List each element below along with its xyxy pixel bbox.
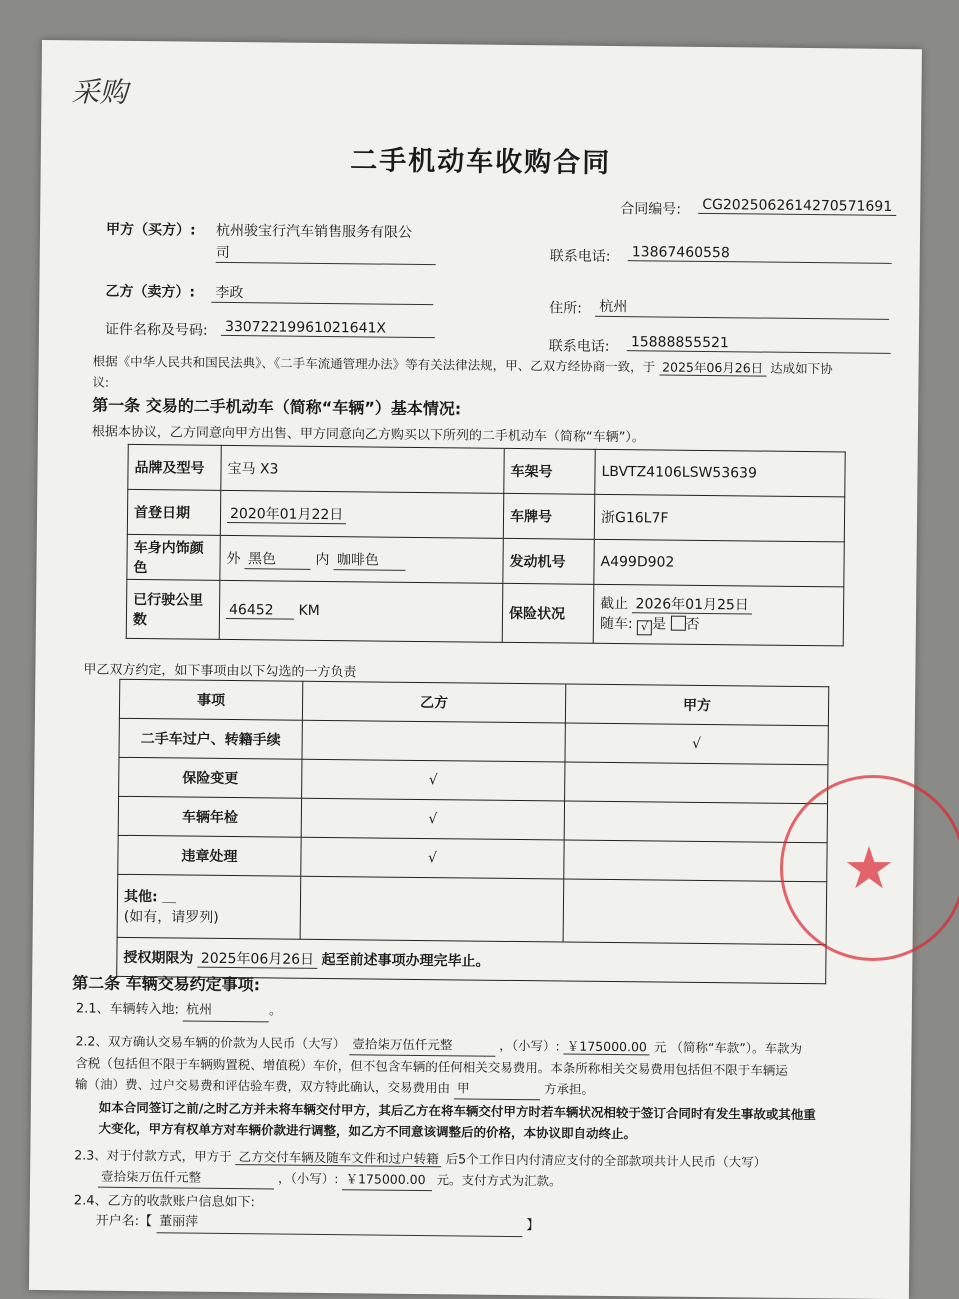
duty-row-violation: 违章处理 — [118, 835, 301, 876]
duty-row-inspection: 车辆年检 — [118, 796, 301, 837]
col-a-header: 甲方 — [565, 684, 828, 726]
engine-label: 发动机号 — [503, 538, 594, 584]
mileage-label — [126, 579, 220, 639]
bold-paragraph — [98, 1097, 868, 1147]
handwritten-note: 采购 — [71, 75, 128, 109]
clause-2-3-text-4: 元。支付方式为汇款。 — [436, 1172, 562, 1189]
clause-2-3-text-3: ，（小写）: — [278, 1170, 339, 1187]
clause-2-3-upper: 壹拾柒万伍仟元整 — [98, 1166, 274, 1190]
intro-text-2: 达成如下协 — [770, 360, 833, 377]
clause-2-4: 2.4、乙方的收款账户信息如下: — [73, 1193, 255, 1211]
color-label-2: 色 — [133, 559, 148, 577]
party-b-phone: 15888855521 — [627, 334, 891, 354]
contract-no: CG2025062614270571691 — [698, 197, 896, 216]
insurance-label: 保险状况 — [502, 583, 594, 643]
engine-value: A499D902 — [594, 539, 844, 587]
clause-2-1-value: 杭州 — [183, 1000, 269, 1023]
party-b-label: 乙方（卖方）: — [105, 283, 196, 301]
article1-text: 根据本协议，乙方同意向甲方出售、甲方同意向乙方购买以下所列的二手机动车（简称“车辆”）。 — [91, 424, 645, 446]
party-a-phone: 13867460558 — [628, 244, 892, 264]
color-values — [220, 535, 503, 583]
party-b-address: 杭州 — [595, 296, 889, 320]
clause-2-3-lower: ￥175000.00 — [342, 1168, 432, 1191]
color-label-1: 车身内饰颜 — [133, 539, 204, 557]
ext-color: 黑色 — [245, 548, 311, 570]
reg-date-label: 首登日期 — [127, 489, 220, 535]
duty-row-insurance: 保险变更 — [119, 757, 302, 798]
auth-date: 2025年06月26日 — [198, 951, 317, 969]
clause-2-3-condition: 乙方交付车辆及随车文件和过户转籍 — [236, 1149, 442, 1167]
address-label: 住所: — [549, 300, 583, 317]
duty-row-insurance-b: √ — [302, 759, 565, 801]
party-b-id: 33072219961021641X — [221, 319, 435, 338]
duty-row-transfer-a: √ — [565, 723, 828, 765]
bold-para-2: 大变化，甲方有权单方对车辆价款进行调整，如乙方不同意该调整后的价格，本协议即自动终止。 — [98, 1120, 637, 1142]
party-a-name-2: 司 — [216, 242, 436, 265]
vehicle-table — [126, 444, 846, 647]
clause-2-2-text-6: 方承担。 — [543, 1081, 595, 1097]
reg-date-value: 2020年01月22日 — [227, 506, 346, 524]
duty-row-violation-b: √ — [301, 837, 564, 879]
party-a-label: 甲方（买方）: — [105, 221, 196, 239]
clause-2-1 — [76, 998, 282, 1022]
page-title: 二手机动车收购合同 — [350, 145, 612, 179]
no-checkbox — [670, 616, 685, 631]
col-item-header: 事项 — [119, 679, 302, 720]
seal-star-icon: ★ — [843, 834, 895, 902]
brand-value: 宝马 X3 — [221, 445, 504, 493]
other-hint: (如有，请罗列) — [123, 908, 219, 926]
party-a-name-1: 杭州骏宝行汽车销售服务有限公 — [215, 222, 413, 241]
other-blank: ＿ — [162, 889, 177, 906]
article1-title: 第一条 交易的二手机动车（简称“车辆”）基本情况: — [92, 395, 462, 419]
duty-row-insurance-a — [565, 762, 828, 804]
contract-page — [29, 40, 922, 1299]
article2-title: 第二条 车辆交易约定事项: — [72, 973, 261, 995]
mileage-label-1: 已行驶公里 — [133, 591, 204, 609]
with-car-label: 随车: — [599, 615, 633, 633]
clause-2-2-upper: 壹拾柒万伍仟元整 — [349, 1033, 495, 1057]
brand-label: 品牌及型号 — [128, 444, 221, 490]
yes-checkbox: √ — [637, 620, 652, 635]
duty-row-other — [117, 874, 301, 939]
plate-label: 车牌号 — [503, 493, 594, 539]
mileage-label-2: 数 — [132, 611, 148, 629]
col-b-header: 乙方 — [302, 681, 565, 723]
clause-2-2-text-2: ，（小写）: — [499, 1037, 560, 1054]
contract-no-label: 合同编号: — [620, 201, 682, 218]
clause-2-2-text-4: 含税（包括但不限于车辆购置税、增值税）车价，但不包含车辆的任何相关交易费用。本条所称相关交易费用包括但不限于车辆运 — [75, 1055, 788, 1078]
clause-2-3 — [74, 1144, 864, 1195]
mileage-value: 46452 — [226, 601, 294, 619]
duty-row-transfer-b — [302, 720, 565, 762]
clause-2-2-text-5: 输（油）费、过户交易费和评估验车费，双方特此确认，交易费用由 — [74, 1076, 451, 1096]
clause-2-3-text-1: 2.3、对于付款方式，甲方于 — [74, 1147, 232, 1165]
bold-para-1: 如本合同签订之前/之时乙方并未将车辆交付甲方，其后乙方在将车辆交付甲方时若车辆状况相较于签订合同时有发生事故或其他重 — [98, 1099, 816, 1123]
color-label — [127, 534, 220, 580]
duty-row-transfer: 二手车过户、转籍手续 — [119, 718, 302, 759]
clause-2-2-text-3: 元 （简称“车款”）。车款为 — [653, 1039, 803, 1057]
account-name: 董丽萍 — [156, 1211, 522, 1237]
auth-text: 起至前述事项办理完毕止。 — [321, 951, 490, 970]
clause-2-2-payer: 甲 — [454, 1077, 540, 1100]
other-label: 其他: — [123, 888, 158, 906]
duty-intro: 甲乙双方约定，如下事项由以下勾选的一方负责 — [83, 662, 357, 681]
insurance-cell — [593, 584, 844, 646]
clause-2-2-lower: ￥175000.00 — [564, 1039, 650, 1056]
clause-2-3-text-2: 后5个工作日内付清应支付的全部款项共计人民币（大写） — [445, 1151, 767, 1170]
insurance-until: 2026年01月25日 — [632, 596, 751, 614]
duty-row-other-b — [300, 876, 564, 942]
int-color: 咖啡色 — [334, 549, 406, 571]
vin-label: 车架号 — [504, 448, 595, 494]
clause-2-2 — [75, 1030, 866, 1103]
account-label: 开户名:【 — [95, 1213, 153, 1230]
company-seal — [780, 775, 959, 961]
intro-text-3: 议: — [92, 374, 110, 390]
intro-text-1: 根据《中华人民共和国民法典》、《二手车流通管理办法》等有关法律法规，甲、乙双方经协商一致，于 — [92, 353, 656, 375]
ext-prefix: 外 — [226, 550, 241, 567]
account-end: 】 — [526, 1218, 540, 1234]
duty-table — [116, 679, 829, 984]
duty-row-inspection-b: √ — [301, 798, 564, 840]
intro-date: 2025年06月26日 — [659, 359, 766, 376]
int-prefix: 内 — [315, 551, 330, 568]
vin-value: LBVTZ4106LSW53639 — [595, 449, 845, 497]
clause-2-1-label: 2.1、车辆转入地: — [75, 1001, 179, 1018]
clause-2-2-text-1: 2.2、双方确认交易车辆的价款为人民币（大写） — [75, 1033, 346, 1052]
party-b-phone-label: 联系电话: — [548, 338, 610, 355]
mileage-unit: KM — [298, 602, 320, 619]
account-line — [96, 1211, 540, 1238]
clause-2-1-end: 。 — [268, 1003, 283, 1019]
id-label: 证件名称及号码: — [104, 321, 208, 339]
yes-label: 是 — [652, 616, 667, 633]
mileage-cell — [219, 580, 503, 642]
insurance-until-label: 截止 — [600, 595, 629, 613]
auth-label: 授权期限为 — [123, 949, 194, 967]
plate-value: 浙G16L7F — [594, 494, 844, 542]
party-b-name: 李政 — [211, 282, 433, 305]
party-a-phone-label: 联系电话: — [549, 248, 611, 265]
reg-date-cell — [220, 490, 503, 538]
no-label: 否 — [685, 616, 700, 633]
